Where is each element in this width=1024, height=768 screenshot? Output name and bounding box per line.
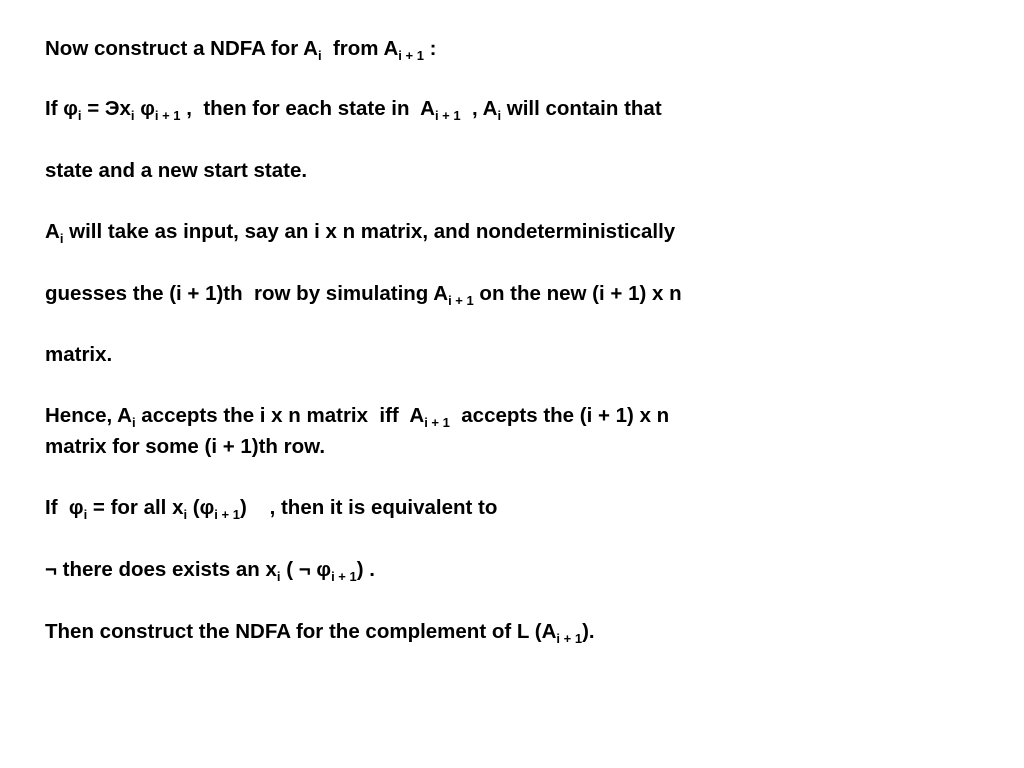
line-some-row: matrix for some (i + 1)th row. [45,435,326,458]
line-new-start-state: state and a new start state. [45,159,308,182]
line-matrix: matrix. [45,343,113,366]
line-negation: ¬ there does exists an $x_i$ ( ¬ $\varphi_{i + 1}$) . [45,558,375,584]
line-construct-ndfa: Now construct a NDFA for $A_i$ from $A_{i + 1}$ : [45,37,437,63]
line-universal-case: If $\varphi_i$ = for all $x_i$ $(\varphi_{i + 1})$ , then it is equivalent to [45,496,498,522]
line-hence-accepts: Hence, $A_i$ accepts the i x n matrix iff $A_{i + 1}$ accepts the (i + 1) x n [45,404,670,430]
line-guesses-row: guesses the (i + 1)th row by simulating $A_{i + 1}$ on the new (i + 1) x n [45,282,682,308]
line-existential-case: If $\varphi_i = Эx_i$ $\varphi_{i + 1}$ , then for each state in $A_{i + 1}$ , $A_i$ will contain that [45,97,662,123]
line-input-matrix: $A_i$ will take as input, say an i x n matrix, and nondeterministically [45,220,676,246]
line-complement: Then construct the NDFA for the complement of L $(A_{i + 1})$. [45,620,595,646]
